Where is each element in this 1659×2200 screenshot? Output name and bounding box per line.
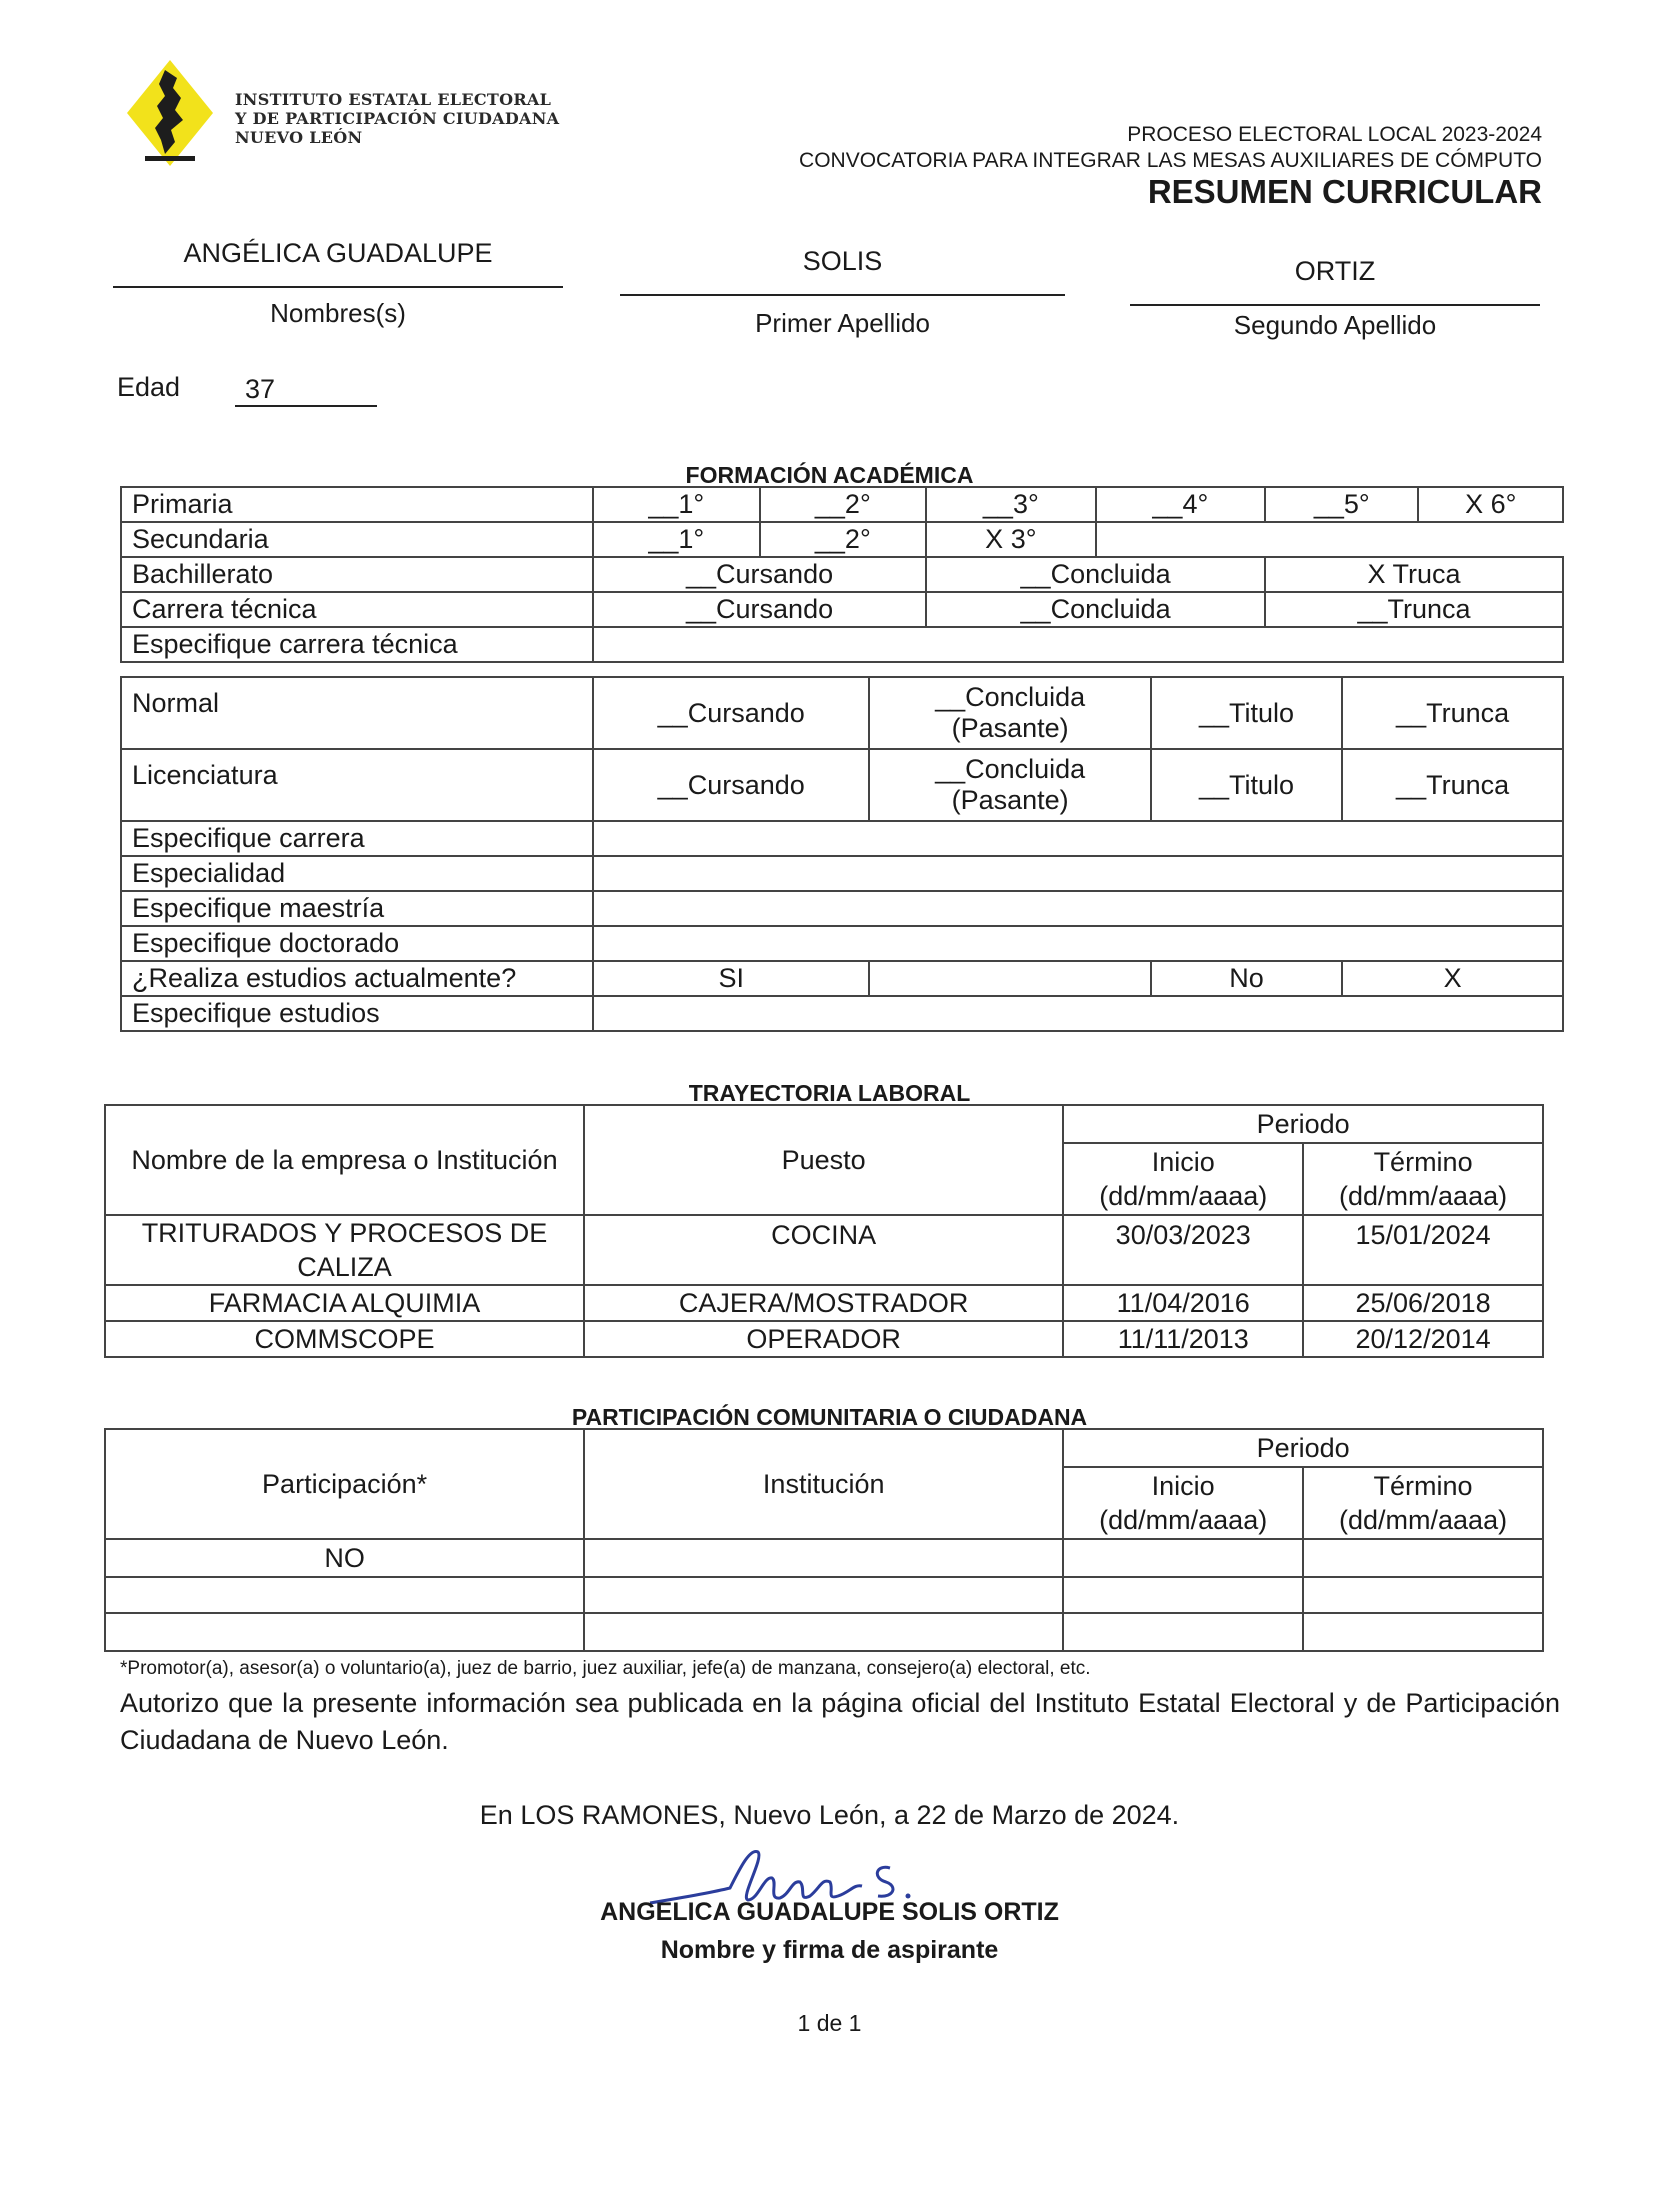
secundaria-label: Secundaria [121, 522, 593, 557]
especifique-carrera-tecnica-row [121, 627, 1563, 662]
signer-name: ANGELICA GUADALUPE SOLIS ORTIZ [600, 1898, 1059, 1926]
table-row: NO [105, 1539, 1543, 1577]
education-table [120, 486, 1564, 663]
education-title: FORMACIÓN ACADÉMICA [685, 462, 974, 488]
licenciatura-label: Licenciatura [121, 749, 593, 821]
col-period: Periodo [1063, 1105, 1543, 1143]
table-row: FARMACIA ALQUIMIA CAJERA/MOSTRADOR 11/04/2016 25/06/2018 [105, 1285, 1543, 1321]
table-row [105, 1577, 1543, 1613]
studying-label: ¿Realiza estudios actualmente? [121, 961, 593, 996]
community-title: PARTICIPACIÓN COMUNITARIA O CIUDADANA [571, 1404, 1088, 1430]
grade-cell: __4° [1096, 487, 1266, 522]
primaria-label: Primaria [121, 487, 593, 522]
col-start: Inicio (dd/mm/aaaa) [1063, 1143, 1303, 1215]
especifique-carrera-tecnica-value [593, 627, 1563, 662]
specify-studies-row: Especifique estudios [121, 996, 1563, 1031]
institute-logo [125, 58, 215, 168]
col-institution: Institución [584, 1429, 1063, 1539]
second-surname-line [1130, 304, 1540, 306]
bachillerato-label: Bachillerato [121, 557, 593, 592]
process-header [799, 122, 1542, 174]
especifique-maestria-row: Especifique maestría [121, 891, 1563, 926]
primaria-row [121, 487, 1563, 522]
normal-row: Normal __Cursando __Concluida (Pasante) __Titulo __Trunca [121, 677, 1563, 749]
names-line [113, 286, 563, 288]
no-label: No [1151, 961, 1342, 996]
grade-cell: __1° [593, 487, 760, 522]
institute-name: INSTITUTO ESTATAL ELECTORAL Y DE PARTICIPACIÓN CIUDADANA NUEVO LEÓN [235, 90, 560, 147]
work-title: TRAYECTORIA LABORAL [688, 1080, 971, 1106]
signer-label: Nombre y firma de aspirante [660, 1936, 999, 1964]
age-label: Edad [117, 372, 181, 402]
grade-cell: __3° [926, 487, 1096, 522]
work-table [104, 1104, 1544, 1358]
second-surname-value: ORTIZ [1294, 256, 1376, 286]
licenciatura-row: Licenciatura __Cursando __Concluida (Pasante) __Titulo __Trunca [121, 749, 1563, 821]
call-title: CONVOCATORIA PARA INTEGRAR LAS MESAS AUXILIARES DE CÓMPUTO [799, 149, 1542, 172]
first-surname-value: SOLIS [802, 246, 883, 276]
yes-label: SI [593, 961, 869, 996]
no-mark: X [1342, 961, 1563, 996]
table-row: TRITURADOS Y PROCESOS DE CALIZA COCINA 30/03/2023 15/01/2024 [105, 1215, 1543, 1285]
especifique-carrera-row: Especifique carrera [121, 821, 1563, 856]
grade-cell: __2° [760, 522, 927, 557]
place-date: En LOS RAMONES, Nuevo León, a 22 de Marzo de 2024. [479, 1800, 1180, 1830]
grade-cell: __2° [760, 487, 927, 522]
col-company: Nombre de la empresa o Institución [105, 1105, 584, 1215]
page-number: 1 de 1 [797, 2010, 862, 2036]
education-table-2 [120, 676, 1564, 1032]
footnote: *Promotor(a), asesor(a) o voluntario(a), juez de barrio, juez auxiliar, jefe(a) de manzana, consejero(a) electoral, etc. [120, 1658, 1091, 1679]
first-surname-line [620, 294, 1065, 296]
bachillerato-row: Bachillerato __Cursando __Concluida X Truca [121, 557, 1563, 592]
second-surname-label: Segundo Apellido [1233, 310, 1437, 340]
col-participation: Participación* [105, 1429, 584, 1539]
grade-cell: X 6° [1418, 487, 1563, 522]
col-end: Término (dd/mm/aaaa) [1303, 1467, 1543, 1539]
grade-cell: __1° [593, 522, 760, 557]
carrera-tecnica-row: Carrera técnica __Cursando __Concluida __Trunca [121, 592, 1563, 627]
carrera-tecnica-label: Carrera técnica [121, 592, 593, 627]
especifique-doctorado-row: Especifique doctorado [121, 926, 1563, 961]
table-row [105, 1613, 1543, 1651]
col-position: Puesto [584, 1105, 1063, 1215]
first-surname-label: Primer Apellido [755, 308, 930, 338]
authorization-text: Autorizo que la presente información sea publicada en la página oficial del Instituto Estatal Electoral y de Participación Ciudadana de Nuevo León. [120, 1688, 1560, 1755]
age-value: 37 [235, 374, 377, 407]
yes-mark [869, 961, 1150, 996]
table-row: COMMSCOPE OPERADOR 11/11/2013 20/12/2014 [105, 1321, 1543, 1357]
col-start: Inicio (dd/mm/aaaa) [1063, 1467, 1303, 1539]
col-end: Término (dd/mm/aaaa) [1303, 1143, 1543, 1215]
studying-row [121, 961, 1563, 996]
secundaria-row [121, 522, 1563, 557]
community-table [104, 1428, 1544, 1652]
process-title: PROCESO ELECTORAL LOCAL 2023-2024 [1127, 123, 1542, 146]
names-label: Nombres(s) [270, 298, 406, 328]
grade-cell: __5° [1265, 487, 1418, 522]
normal-label: Normal [121, 677, 593, 749]
grade-cell: X 3° [926, 522, 1096, 557]
page-title: RESUMEN CURRICULAR [1147, 173, 1542, 210]
names-value: ANGÉLICA GUADALUPE [183, 238, 493, 268]
especialidad-row: Especialidad [121, 856, 1563, 891]
col-period: Periodo [1063, 1429, 1543, 1467]
especifique-carrera-tecnica-label: Especifique carrera técnica [121, 627, 593, 662]
